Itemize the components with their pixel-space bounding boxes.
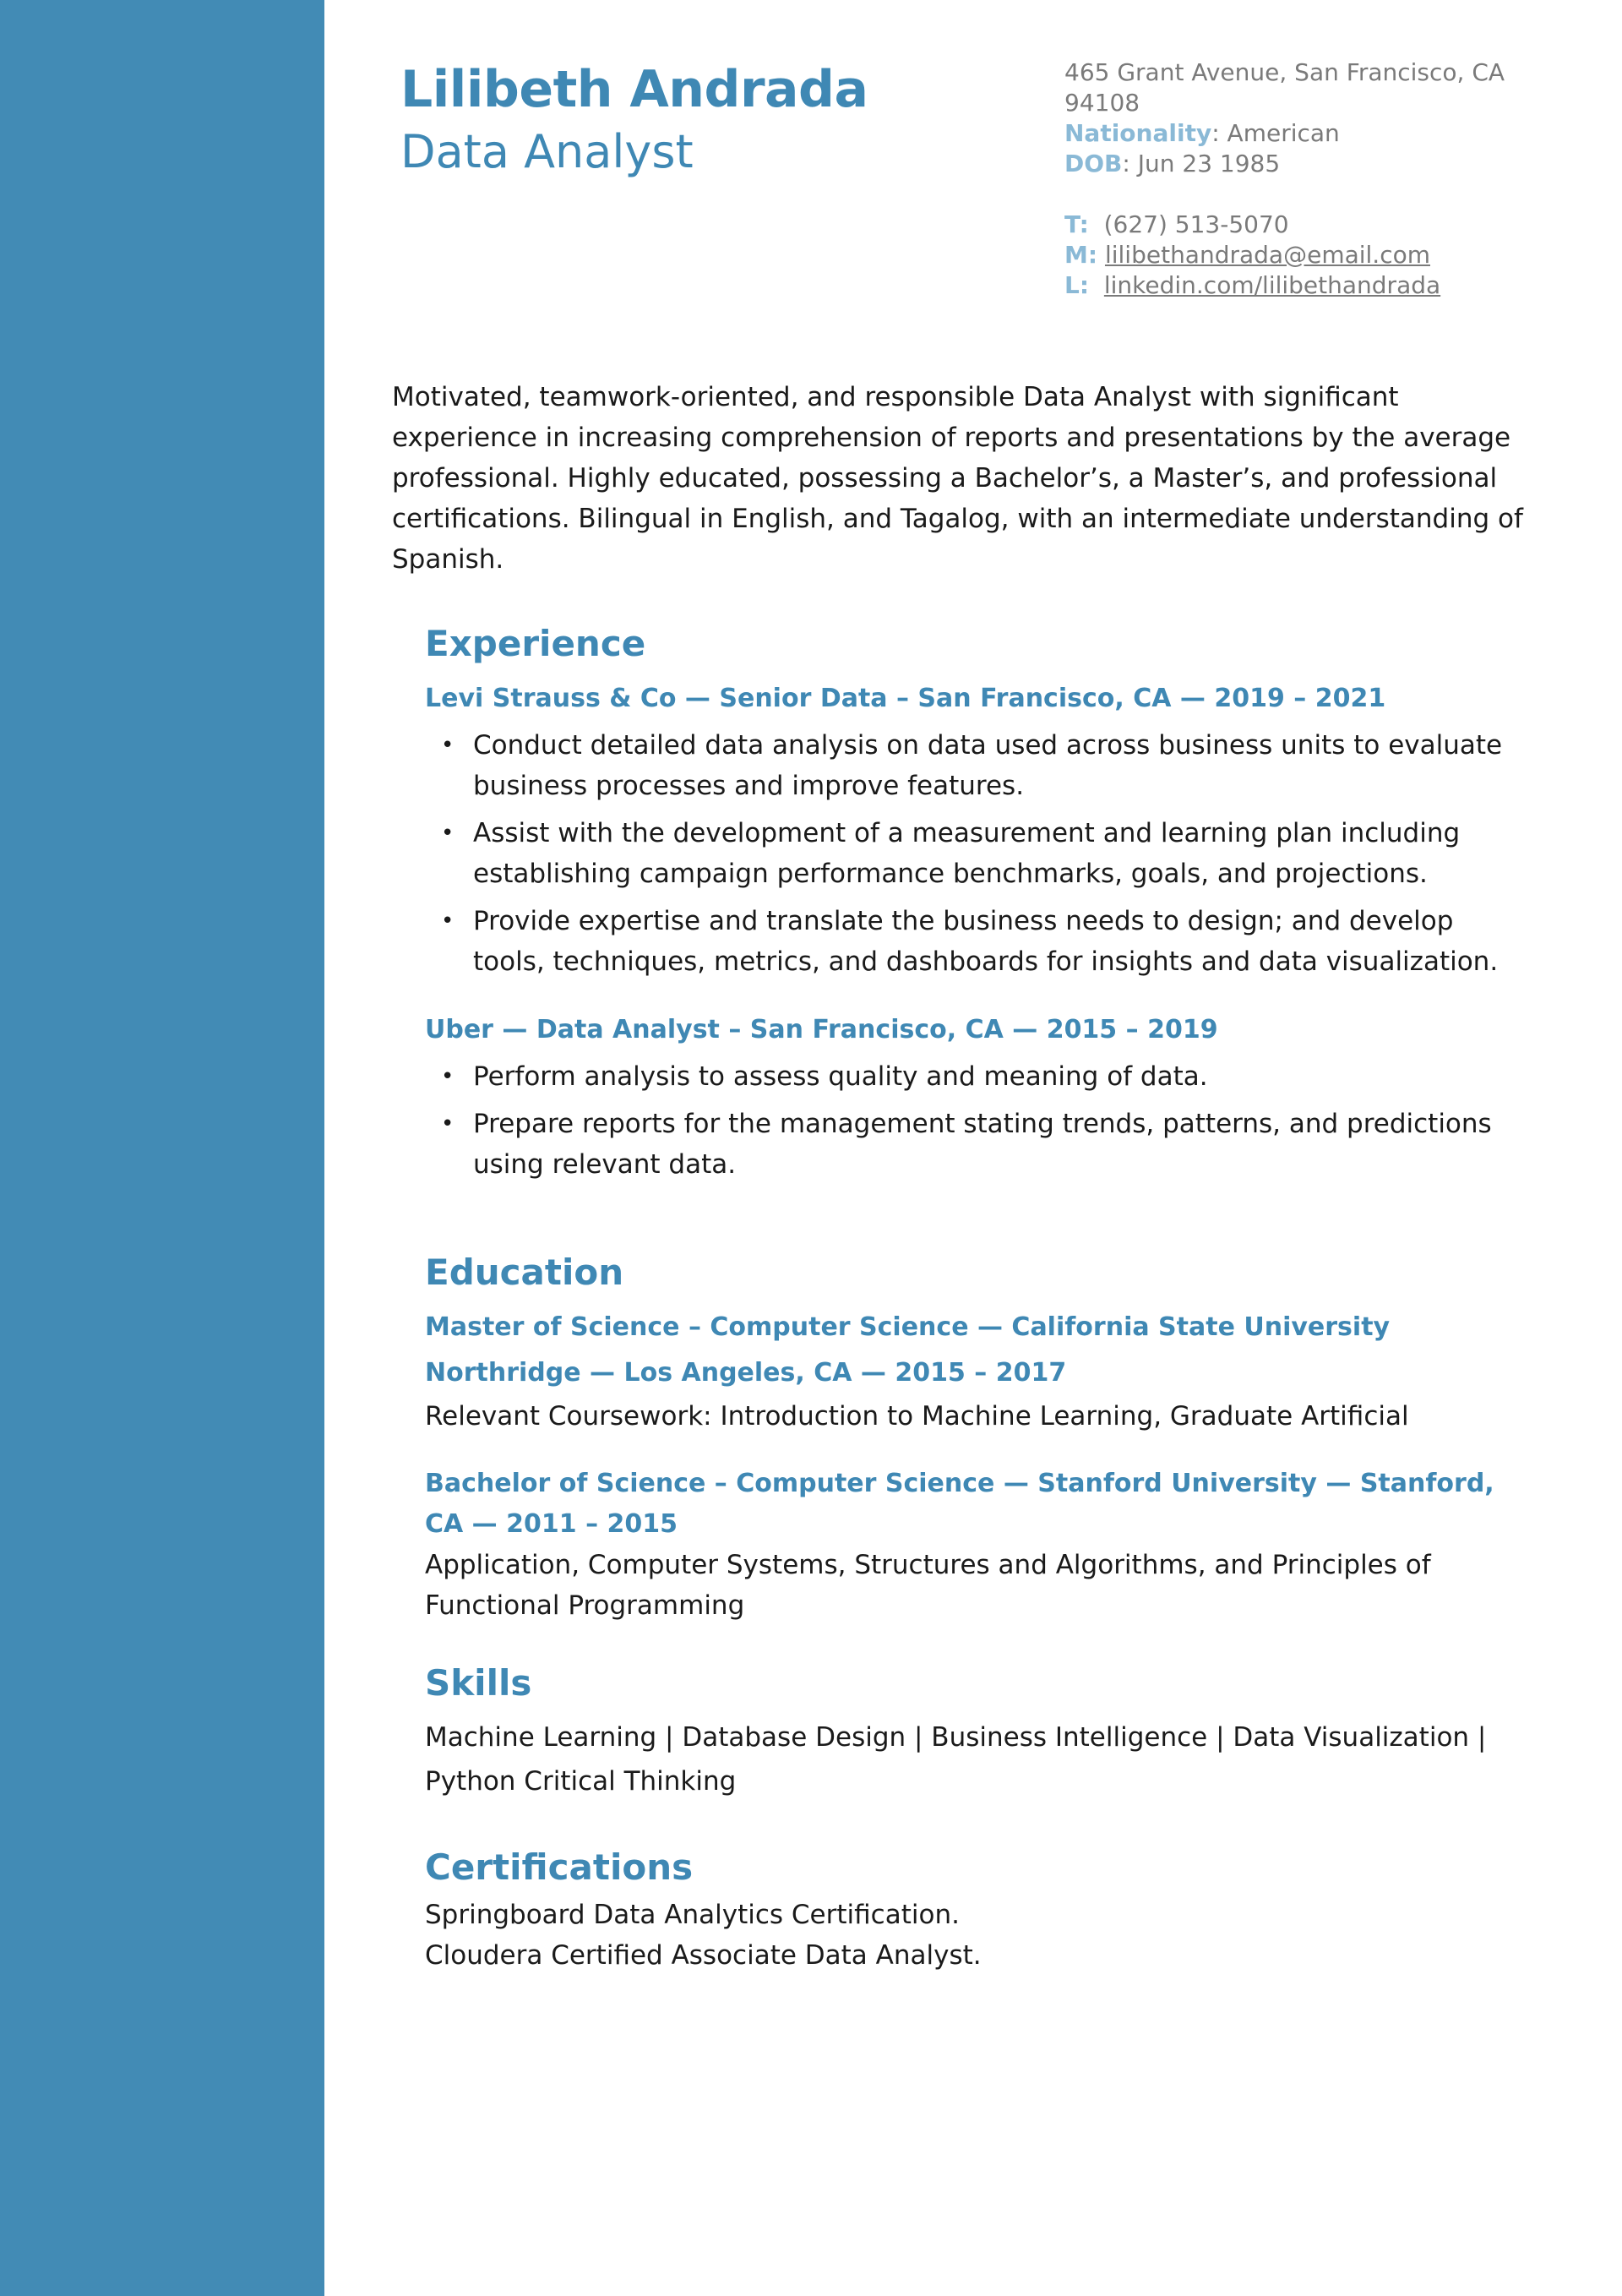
skills-list: Machine Learning | Database Design | Business Intelligence | Data Visualization | Python Critical Thinking <box>425 1722 1487 1797</box>
certification-item: Cloudera Certified Associate Data Analyst. <box>425 1940 982 1971</box>
education-section <box>425 1246 1532 1626</box>
job-bullets <box>425 725 1532 982</box>
job-bullets <box>425 1056 1532 1185</box>
section-heading-experience: Experience <box>425 623 646 664</box>
certification-item: Springboard Data Analytics Certification. <box>425 1900 960 1930</box>
linkedin-row <box>1064 270 1571 301</box>
phone-label: T: <box>1064 210 1089 238</box>
dob-label: DOB <box>1064 150 1123 177</box>
certifications-section <box>425 1841 1532 1976</box>
section-heading-certifications: Certifications <box>425 1846 694 1888</box>
section-heading-skills: Skills <box>425 1662 532 1704</box>
resume-body <box>425 617 1532 1976</box>
nationality-label: Nationality <box>1064 119 1212 147</box>
address-line-1: 465 Grant Avenue, San Francisco, CA <box>1064 58 1505 86</box>
sidebar-accent-bar <box>0 0 324 2296</box>
nationality-value: : American <box>1211 119 1340 147</box>
job-bullet: • Provide expertise and translate the business needs to design; and develop tools, techniques, metrics, and dashboards for insights and data visualization. <box>425 901 1532 982</box>
linkedin-label: L: <box>1064 271 1090 299</box>
section-heading-education: Education <box>425 1252 624 1293</box>
dob-row <box>1064 149 1571 179</box>
degree-title: Bachelor of Science – Computer Science — Stanford University — Stanford, CA — 2011 – 2015 <box>425 1469 1494 1539</box>
job-bullet: • Prepare reports for the management stating trends, patterns, and predictions using relevant data. <box>425 1104 1532 1185</box>
phone-value: (627) 513-5070 <box>1103 210 1289 238</box>
job-bullet: • Assist with the development of a measurement and learning plan including establishing campaign performance benchmarks, goals, and projections. <box>425 813 1532 894</box>
email-link[interactable]: lilibethandrada@email.com <box>1104 241 1431 269</box>
job-bullet: • Conduct detailed data analysis on data used across business units to evaluate business processes and improve features. <box>425 725 1532 806</box>
linkedin-link[interactable]: linkedin.com/lilibethandrada <box>1103 271 1441 299</box>
job-bullet: • Perform analysis to assess quality and meaning of data. <box>425 1056 1532 1097</box>
degree-title: Master of Science – Computer Science — California State University Northridge — Los Angeles, CA — 2015 – 2017 <box>425 1312 1391 1388</box>
address-line-2: 94108 <box>1064 89 1140 117</box>
candidate-name: Lilibeth Andrada <box>400 60 868 119</box>
job-title: Uber — Data Analyst – San Francisco, CA — 2015 – 2019 <box>425 1015 1218 1044</box>
degree-detail: Application, Computer Systems, Structures and Algorithms, and Principles of Functional Programming <box>425 1550 1431 1621</box>
email-label: M: <box>1064 241 1098 269</box>
experience-section <box>425 617 1532 1185</box>
candidate-title: Data Analyst <box>400 125 694 178</box>
spacer <box>1064 179 1571 210</box>
job-title: Levi Strauss & Co — Senior Data – San Francisco, CA — 2019 – 2021 <box>425 684 1386 713</box>
skills-section <box>425 1656 1532 1803</box>
nationality-row <box>1064 118 1571 149</box>
phone-row <box>1064 210 1571 240</box>
dob-value: : Jun 23 1985 <box>1122 150 1281 177</box>
contact-block <box>1064 57 1571 301</box>
professional-summary: Motivated, teamwork-oriented, and responsible Data Analyst with significant experience in increasing comprehension of reports and presentations by the average professional. Highly educated, possessing a Bachelor’s, a Master’s, and professional certifications. Bilingual in English, and Tagalog, with an intermediate understanding of Spanish. <box>392 382 1523 575</box>
degree-detail: Relevant Coursework: Introduction to Machine Learning, Graduate Artificial <box>425 1401 1409 1432</box>
email-row <box>1064 240 1571 270</box>
